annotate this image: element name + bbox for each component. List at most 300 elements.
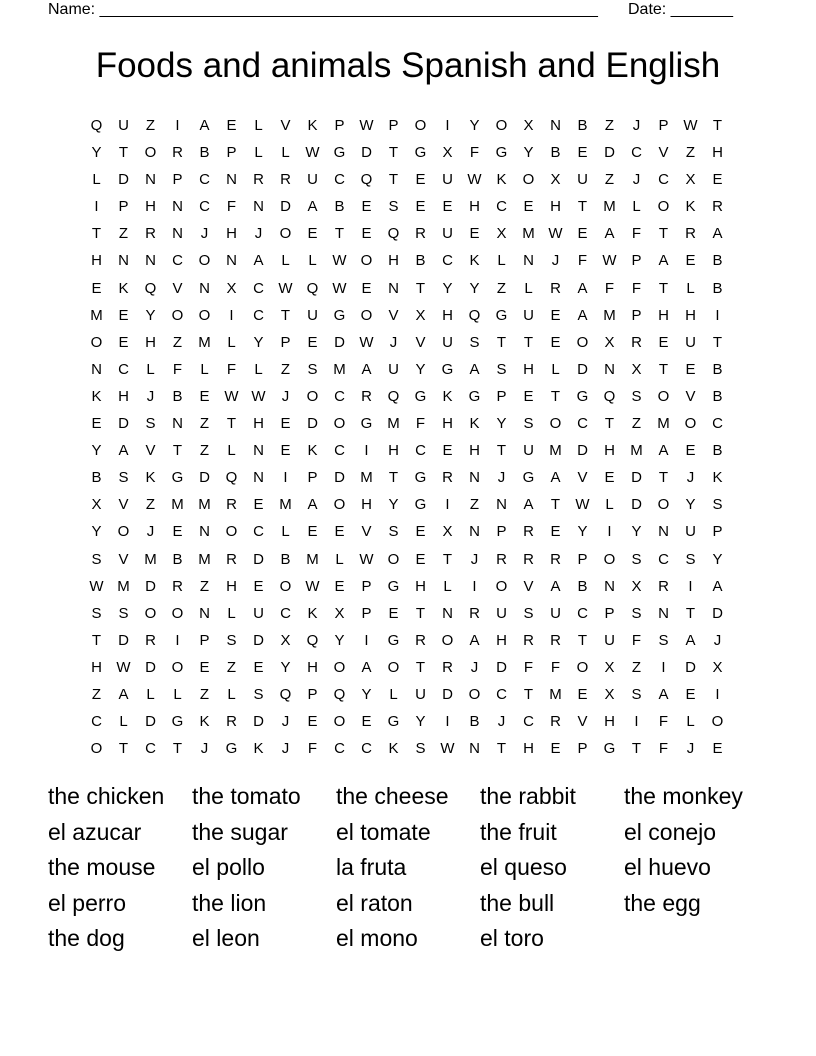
grid-letter: I <box>283 469 288 487</box>
grid-letter: G <box>387 631 400 649</box>
grid-letter: N <box>469 469 480 487</box>
grid-letter: S <box>415 740 426 758</box>
header <box>48 0 748 22</box>
grid-letter: K <box>388 740 399 758</box>
grid-letter: H <box>91 658 102 676</box>
grid-letter: G <box>360 415 373 433</box>
word-list-item: la fruta <box>336 854 407 881</box>
grid-letter: I <box>364 631 369 649</box>
grid-letter: H <box>712 144 723 162</box>
grid-letter: T <box>172 442 183 460</box>
grid-letter: C <box>496 198 507 216</box>
grid-letter: X <box>604 685 615 703</box>
grid-letter: A <box>361 658 372 676</box>
grid-letter: S <box>712 496 723 514</box>
grid-letter: T <box>415 658 426 676</box>
grid-letter: I <box>445 117 450 134</box>
grid-letter: Z <box>145 496 156 514</box>
grid-letter: E <box>199 658 210 676</box>
grid-letter: D <box>334 333 345 351</box>
grid-letter: T <box>712 117 723 134</box>
grid-letter: M <box>630 442 643 460</box>
grid-letter: S <box>388 523 399 541</box>
grid-letter: U <box>604 631 615 649</box>
grid-letter: E <box>199 387 210 405</box>
grid-letter: E <box>685 685 696 703</box>
grid-letter: O <box>657 496 670 514</box>
grid-letter: X <box>442 144 453 162</box>
grid-letter: W <box>440 740 455 758</box>
grid-letter: S <box>91 604 102 622</box>
grid-letter: V <box>118 496 129 514</box>
grid-letter: U <box>523 442 534 460</box>
grid-letter: R <box>631 333 642 351</box>
grid-letter: E <box>388 604 399 622</box>
grid-letter: F <box>523 658 534 676</box>
grid-letter: X <box>334 604 345 622</box>
grid-letter: Z <box>469 496 480 514</box>
grid-letter: D <box>145 577 156 595</box>
name-field-label: Name: ________________________________________________________ <box>48 1 598 18</box>
grid-letter: Y <box>712 550 723 568</box>
grid-letter: L <box>254 144 263 162</box>
grid-letter: J <box>281 740 290 758</box>
grid-letter: M <box>279 496 292 514</box>
page-title: Foods and animals Spanish and English <box>95 46 721 85</box>
grid-letter: C <box>712 415 723 433</box>
grid-letter: Z <box>199 685 210 703</box>
grid-letter: P <box>496 523 507 541</box>
grid-letter: O <box>360 252 373 270</box>
grid-letter: W <box>359 333 374 351</box>
grid-letter: M <box>90 306 103 324</box>
grid-letter: O <box>657 387 670 405</box>
grid-letter: L <box>227 685 236 703</box>
grid-letter: E <box>172 523 183 541</box>
grid-letter: C <box>172 252 183 270</box>
grid-letter: H <box>145 333 156 351</box>
grid-letter: Z <box>226 658 237 676</box>
grid-letter: Y <box>91 144 102 162</box>
grid-letter: E <box>118 306 129 324</box>
word-list-item: the egg <box>624 889 701 916</box>
grid-letter: Y <box>361 685 372 703</box>
grid-letter: L <box>551 360 560 378</box>
grid-letter: E <box>361 279 372 297</box>
grid-letter: E <box>91 415 102 433</box>
grid-letter: U <box>496 604 507 622</box>
grid-letter: T <box>658 279 669 297</box>
grid-letter: L <box>686 279 695 297</box>
grid-letter: D <box>199 469 210 487</box>
grid-letter: O <box>171 306 184 324</box>
grid-letter: E <box>415 171 426 189</box>
grid-letter: B <box>577 577 588 595</box>
grid-letter: N <box>604 360 615 378</box>
grid-letter: R <box>523 550 534 568</box>
grid-letter: B <box>469 713 480 731</box>
grid-letter: X <box>631 577 642 595</box>
grid-letter: A <box>712 225 723 243</box>
grid-letter: R <box>226 550 237 568</box>
grid-letter: L <box>443 577 452 595</box>
grid-letter: G <box>414 144 427 162</box>
grid-letter: R <box>658 577 669 595</box>
word-list-item: el huevo <box>624 854 711 881</box>
grid-letter: O <box>90 740 103 758</box>
grid-letter: E <box>307 225 318 243</box>
grid-letter: O <box>306 387 319 405</box>
grid-letter: X <box>550 171 561 189</box>
grid-letter: E <box>253 577 264 595</box>
grid-letter: R <box>523 631 534 649</box>
grid-letter: H <box>496 631 507 649</box>
grid-letter: T <box>415 279 426 297</box>
grid-letter: W <box>359 117 374 134</box>
grid-letter: S <box>388 198 399 216</box>
grid-letter: E <box>577 225 588 243</box>
grid-letter: M <box>171 496 184 514</box>
grid-letter: H <box>658 306 669 324</box>
grid-letter: T <box>577 631 588 649</box>
grid-letter: T <box>280 306 291 324</box>
grid-letter: O <box>387 550 400 568</box>
grid-letter: E <box>550 333 561 351</box>
grid-letter: F <box>658 740 669 758</box>
grid-letter: A <box>118 685 129 703</box>
grid-letter: H <box>523 740 534 758</box>
grid-letter: E <box>280 442 291 460</box>
grid-letter: I <box>364 442 369 460</box>
grid-letter: J <box>470 658 479 676</box>
grid-letter: Q <box>306 631 319 649</box>
grid-letter: D <box>334 469 345 487</box>
grid-letter: U <box>307 306 318 324</box>
grid-letter: X <box>631 360 642 378</box>
grid-letter: H <box>253 415 264 433</box>
word-list-item: el toro <box>480 925 544 952</box>
grid-letter: S <box>307 360 318 378</box>
grid-letter: L <box>335 550 344 568</box>
grid-letter: U <box>415 685 426 703</box>
grid-letter: R <box>172 577 183 595</box>
grid-letter: P <box>712 523 723 541</box>
grid-letter: A <box>550 469 561 487</box>
grid-letter: V <box>388 306 399 324</box>
grid-letter: J <box>200 740 209 758</box>
grid-letter: C <box>334 387 345 405</box>
grid-letter: E <box>91 279 102 297</box>
grid-letter: T <box>685 604 696 622</box>
grid-letter: E <box>415 550 426 568</box>
grid-letter: M <box>549 442 562 460</box>
grid-letter: N <box>226 252 237 270</box>
grid-letter: O <box>333 658 346 676</box>
grid-letter: Q <box>468 306 481 324</box>
grid-letter: E <box>280 415 291 433</box>
grid-letter: T <box>91 225 102 243</box>
grid-letter: A <box>361 360 372 378</box>
grid-letter: W <box>305 577 320 595</box>
grid-letter: Z <box>685 144 696 162</box>
grid-letter: Q <box>306 279 319 297</box>
grid-letter: Q <box>603 387 616 405</box>
grid-letter: N <box>658 523 669 541</box>
grid-letter: E <box>361 225 372 243</box>
grid-letter: C <box>199 171 210 189</box>
grid-letter: I <box>715 685 720 703</box>
grid-letter: Y <box>523 144 534 162</box>
grid-letter: M <box>603 198 616 216</box>
grid-letter: C <box>415 442 426 460</box>
grid-letter: F <box>172 360 183 378</box>
grid-letter: T <box>658 469 669 487</box>
grid-letter: F <box>604 279 615 297</box>
grid-letter: H <box>469 198 480 216</box>
grid-letter: I <box>634 713 639 731</box>
grid-letter: A <box>604 225 615 243</box>
grid-letter: W <box>332 279 347 297</box>
grid-letter: A <box>658 442 669 460</box>
grid-letter: F <box>226 198 237 216</box>
grid-letter: X <box>280 631 291 649</box>
grid-letter: U <box>253 604 264 622</box>
grid-letter: Y <box>253 333 264 351</box>
grid-letter: U <box>550 604 561 622</box>
grid-letter: N <box>496 496 507 514</box>
grid-letter: V <box>118 550 129 568</box>
grid-letter: H <box>415 577 426 595</box>
grid-letter: E <box>658 333 669 351</box>
grid-letter: T <box>577 198 588 216</box>
grid-letter: U <box>388 360 399 378</box>
grid-letter: G <box>333 144 346 162</box>
grid-letter: R <box>550 631 561 649</box>
grid-letter: N <box>253 198 264 216</box>
grid-letter: I <box>661 658 666 676</box>
grid-letter: S <box>631 685 642 703</box>
grid-letter: R <box>226 496 237 514</box>
grid-letter: V <box>172 279 183 297</box>
grid-letter: K <box>307 117 318 134</box>
word-list-item: the bull <box>480 889 555 916</box>
grid-letter: Z <box>604 117 615 134</box>
word-list-item: el perro <box>48 889 126 916</box>
grid-letter: J <box>470 550 479 568</box>
grid-letter: A <box>577 279 588 297</box>
grid-letter: G <box>414 496 427 514</box>
grid-letter: Z <box>631 658 642 676</box>
grid-letter: F <box>631 631 642 649</box>
grid-letter: T <box>226 415 237 433</box>
grid-letter: F <box>631 279 642 297</box>
grid-letter: O <box>333 496 346 514</box>
grid-letter: K <box>307 442 318 460</box>
grid-letter: E <box>550 740 561 758</box>
grid-letter: A <box>658 252 669 270</box>
grid-letter: B <box>550 144 561 162</box>
grid-letter: M <box>198 550 211 568</box>
grid-letter: Z <box>280 360 291 378</box>
grid-letter: T <box>388 171 399 189</box>
grid-letter: D <box>631 496 642 514</box>
grid-letter: N <box>442 604 453 622</box>
word-list <box>48 779 768 957</box>
word-list-item: the cheese <box>336 783 449 809</box>
grid-letter: A <box>658 685 669 703</box>
word-list-item: el raton <box>336 889 413 916</box>
grid-letter: Y <box>496 415 507 433</box>
grid-letter: P <box>604 604 615 622</box>
grid-letter: M <box>387 415 400 433</box>
grid-letter: M <box>657 415 670 433</box>
grid-letter: A <box>199 117 210 134</box>
grid-letter: D <box>118 631 129 649</box>
grid-letter: C <box>280 604 291 622</box>
grid-letter: R <box>496 550 507 568</box>
word-list-item: the dog <box>48 925 125 952</box>
grid-letter: Z <box>145 117 156 134</box>
grid-letter: K <box>307 604 318 622</box>
grid-letter: N <box>199 279 210 297</box>
grid-letter: R <box>712 198 723 216</box>
grid-letter: W <box>683 117 698 134</box>
grid-letter: L <box>281 523 290 541</box>
grid-letter: O <box>333 713 346 731</box>
grid-letter: O <box>549 415 562 433</box>
grid-letter: M <box>522 225 535 243</box>
grid-letter: R <box>415 631 426 649</box>
grid-letter: X <box>523 117 534 134</box>
grid-letter: J <box>281 387 290 405</box>
grid-letter: Z <box>604 171 615 189</box>
grid-letter: P <box>631 306 642 324</box>
grid-letter: C <box>361 740 372 758</box>
grid-letter: T <box>415 604 426 622</box>
grid-letter: E <box>118 333 129 351</box>
grid-letter: O <box>171 658 184 676</box>
grid-letter: V <box>361 523 372 541</box>
grid-letter: I <box>229 306 234 324</box>
grid-letter: E <box>415 523 426 541</box>
grid-letter: W <box>116 658 131 676</box>
grid-letter: D <box>253 713 264 731</box>
grid-letter: H <box>145 198 156 216</box>
grid-letter: K <box>442 387 453 405</box>
grid-letter: T <box>658 225 669 243</box>
grid-letter: L <box>119 713 128 731</box>
grid-letter: R <box>415 225 426 243</box>
grid-letter: R <box>253 171 264 189</box>
grid-letter: P <box>388 117 399 134</box>
grid-letter: G <box>414 469 427 487</box>
grid-letter: V <box>685 387 696 405</box>
grid-letter: Q <box>90 117 103 134</box>
grid-letter: L <box>146 685 155 703</box>
grid-letter: Y <box>334 631 345 649</box>
grid-letter: Y <box>442 279 453 297</box>
grid-letter: N <box>550 117 561 134</box>
grid-letter: C <box>118 360 129 378</box>
grid-letter: N <box>199 523 210 541</box>
grid-letter: C <box>442 252 453 270</box>
grid-letter: F <box>550 658 561 676</box>
grid-letter: K <box>199 713 210 731</box>
grid-letter: G <box>171 713 184 731</box>
grid-letter: E <box>361 198 372 216</box>
grid-letter: W <box>548 225 563 243</box>
grid-letter: S <box>118 469 129 487</box>
grid-letter: E <box>415 198 426 216</box>
grid-letter: V <box>415 333 426 351</box>
grid-letter: P <box>631 252 642 270</box>
grid-letter: S <box>523 415 534 433</box>
grid-letter: Z <box>91 685 102 703</box>
grid-letter: B <box>91 469 102 487</box>
grid-letter: C <box>334 442 345 460</box>
grid-letter: L <box>146 360 155 378</box>
grid-letter: E <box>712 171 723 189</box>
grid-letter: E <box>685 442 696 460</box>
grid-letter: H <box>550 198 561 216</box>
grid-letter: O <box>198 306 211 324</box>
grid-letter: H <box>226 225 237 243</box>
grid-letter: M <box>198 333 211 351</box>
grid-letter: N <box>91 360 102 378</box>
grid-letter: S <box>118 604 129 622</box>
grid-letter: C <box>253 306 264 324</box>
grid-letter: R <box>550 550 561 568</box>
grid-letter: S <box>253 685 264 703</box>
grid-letter: J <box>713 631 722 649</box>
grid-letter: U <box>442 171 453 189</box>
grid-letter: B <box>172 387 183 405</box>
grid-letter: J <box>686 469 695 487</box>
grid-letter: E <box>334 523 345 541</box>
grid-letter: F <box>415 415 426 433</box>
grid-letter: B <box>712 387 723 405</box>
grid-letter: A <box>523 496 534 514</box>
grid-letter: T <box>523 685 534 703</box>
grid-letter: T <box>388 469 399 487</box>
grid-letter: L <box>92 171 101 189</box>
grid-letter: Y <box>469 279 480 297</box>
grid-letter: L <box>227 604 236 622</box>
grid-letter: B <box>712 442 723 460</box>
grid-letter: C <box>577 415 588 433</box>
grid-letter: Z <box>496 279 507 297</box>
grid-letter: P <box>334 117 345 134</box>
grid-letter: A <box>469 631 480 649</box>
word-list-item: the chicken <box>48 783 165 809</box>
grid-letter: I <box>607 523 612 541</box>
grid-letter: D <box>307 415 318 433</box>
grid-letter: J <box>551 252 560 270</box>
grid-letter: G <box>495 144 508 162</box>
grid-letter: T <box>523 333 534 351</box>
grid-letter: T <box>550 387 561 405</box>
grid-letter: P <box>658 117 669 134</box>
grid-letter: V <box>658 144 669 162</box>
grid-letter: G <box>225 740 238 758</box>
grid-letter: E <box>523 198 534 216</box>
grid-letter: U <box>307 171 318 189</box>
grid-letter: F <box>577 252 588 270</box>
grid-letter: O <box>495 117 508 134</box>
grid-letter: Y <box>415 360 426 378</box>
grid-letter: R <box>469 604 480 622</box>
grid-letter: E <box>253 496 264 514</box>
